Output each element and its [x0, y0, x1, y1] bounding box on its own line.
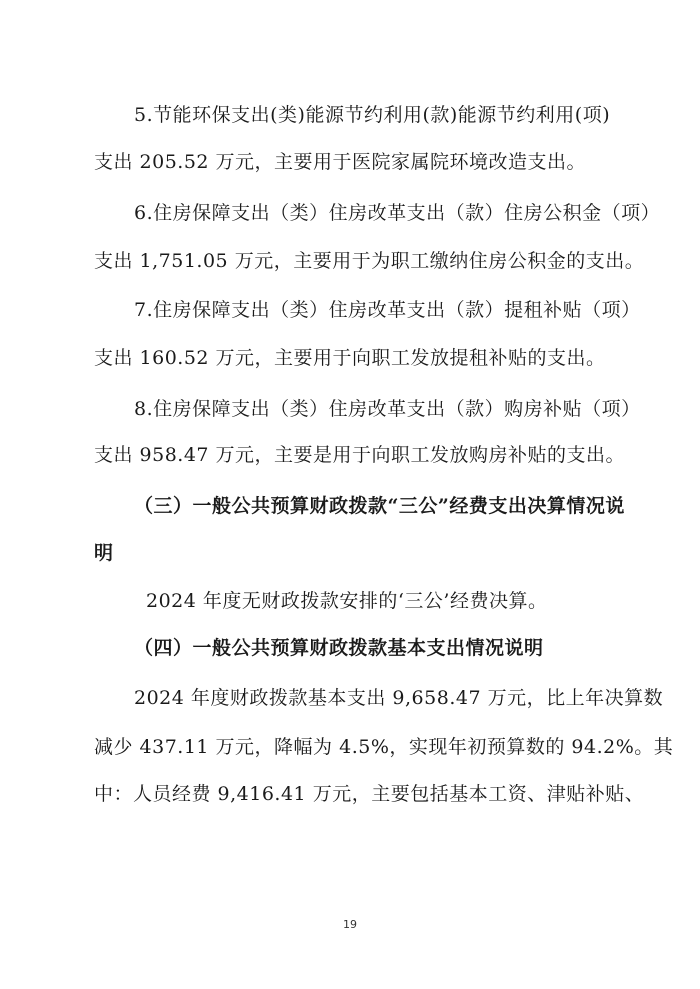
section-3-text: 2024 年度无财政拨款安排的‘三公’经费决算。: [146, 590, 548, 612]
section-4-heading: （四）一般公共预算财政拨款基本支出情况说明: [134, 637, 544, 659]
paragraph-8-line-2: 支出 958.47 万元，主要是用于向职工发放购房补贴的支出。: [94, 444, 626, 466]
paragraph-6-line-2: 支出 1,751.05 万元，主要用于为职工缴纳住房公积金的支出。: [94, 250, 645, 272]
section-3-heading-line-2: 明: [94, 542, 114, 564]
page-number: 19: [343, 918, 357, 931]
section-4-line-1: 2024 年度财政拨款基本支出 9,658.47 万元，比上年决算数: [134, 687, 664, 709]
section-4-line-2: 减少 437.11 万元，降幅为 4.5%，实现年初预算数的 94.2%。其: [94, 736, 674, 758]
paragraph-6-line-1: 6.住房保障支出（类）住房改革支出（款）住房公积金（项）: [134, 202, 661, 224]
paragraph-7-line-1: 7.住房保障支出（类）住房改革支出（款）提租补贴（项）: [134, 299, 641, 321]
paragraph-5-line-2: 支出 205.52 万元，主要用于医院家属院环境改造支出。: [94, 151, 587, 173]
paragraph-7-line-2: 支出 160.52 万元，主要用于向职工发放提租补贴的支出。: [94, 347, 606, 369]
section-3-heading-line-1: （三）一般公共预算财政拨款“三公”经费支出决算情况说: [134, 495, 625, 517]
paragraph-5-line-1: 5.节能环保支出(类)能源节约利用(款)能源节约利用(项): [134, 104, 611, 126]
paragraph-8-line-1: 8.住房保障支出（类）住房改革支出（款）购房补贴（项）: [134, 398, 641, 420]
section-4-line-3: 中：人员经费 9,416.41 万元，主要包括基本工资、津贴补贴、: [94, 783, 645, 805]
